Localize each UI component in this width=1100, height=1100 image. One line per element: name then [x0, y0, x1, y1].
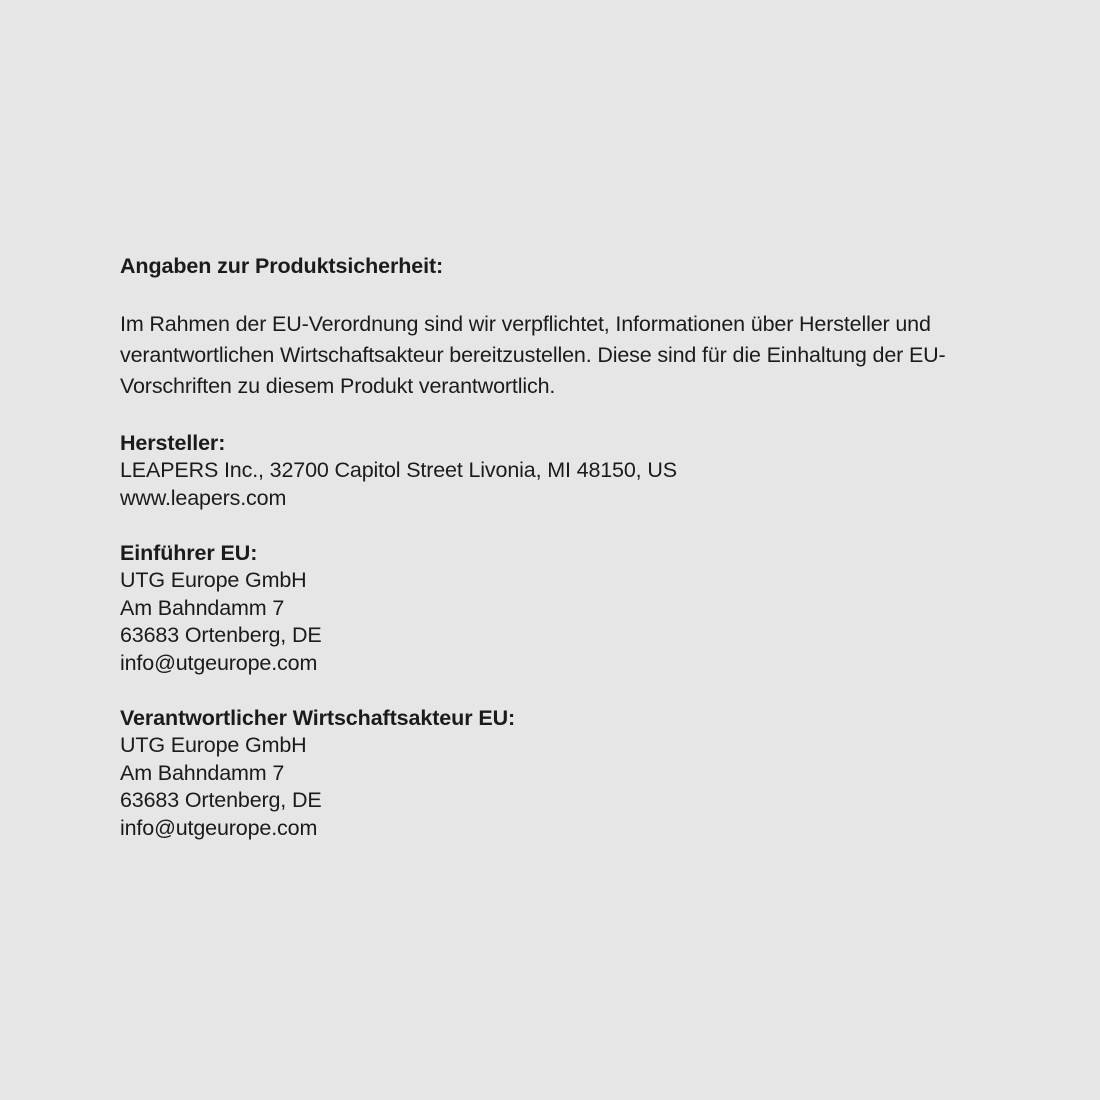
spacer: [120, 678, 990, 705]
eu-importer-title: Einführer EU:: [120, 540, 258, 565]
spacer: [120, 513, 990, 540]
spacer: [120, 403, 990, 430]
eu-importer-street: Am Bahndamm 7: [120, 595, 285, 620]
eu-importer-section: [120, 540, 990, 678]
manufacturer-address: LEAPERS Inc., 32700 Capitol Street Livonia, MI 48150, US: [120, 458, 677, 483]
manufacturer-section: [120, 430, 990, 513]
eu-importer-email: info@utgeurope.com: [120, 650, 318, 675]
eu-importer-company: UTG Europe GmbH: [120, 568, 307, 593]
responsible-economic-operator-section: [120, 705, 990, 843]
responsible-operator-city: 63683 Ortenberg, DE: [120, 788, 322, 813]
responsible-operator-street: Am Bahndamm 7: [120, 760, 285, 785]
manufacturer-title: Hersteller:: [120, 430, 226, 455]
spacer: [120, 281, 990, 309]
responsible-operator-company: UTG Europe GmbH: [120, 733, 307, 758]
responsible-operator-email: info@utgeurope.com: [120, 815, 318, 840]
responsible-operator-title: Verantwortlicher Wirtschaftsakteur EU:: [120, 705, 516, 730]
intro-paragraph: Im Rahmen der EU-Verordnung sind wir verpflichtet, Informationen über Hersteller und verantwortlichen Wirtschaftsakteur bereitzustellen. Diese sind für die Einhaltung der EU-Vorschriften zu diesem Produkt verantwortlich.: [120, 312, 946, 399]
document-content: [120, 252, 990, 843]
page-title: Angaben zur Produktsicherheit:: [120, 254, 444, 278]
eu-importer-city: 63683 Ortenberg, DE: [120, 623, 322, 648]
manufacturer-website: www.leapers.com: [120, 485, 287, 510]
